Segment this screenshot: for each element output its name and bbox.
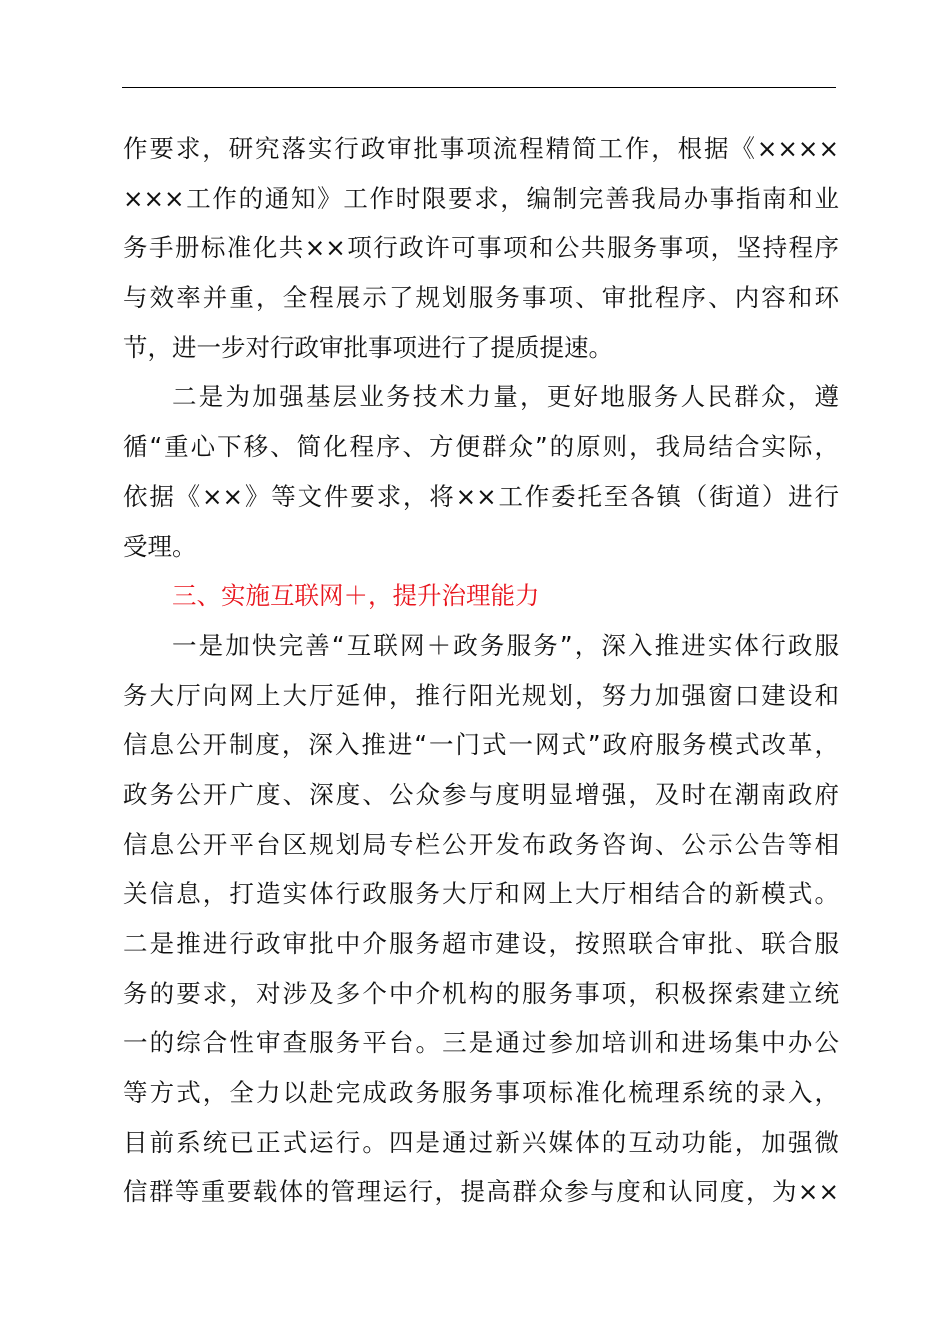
section-heading: 三、实施互联网＋，提升治理能力 [172,581,540,611]
paragraph-line: 作要求，研究落实行政审批事项流程精简工作，根据《×××× [123,134,839,163]
paragraph-line: ×××工作的通知》工作时限要求，编制完善我局办事指南和业 [123,183,839,213]
paragraph-line: 循“重心下移、简化程序、方便群众”的原则，我局结合实际， [123,432,839,462]
paragraph-line: 二是推进行政审批中介服务超市建设，按照联合审批、联合服 [123,929,839,958]
paragraph-line: 务手册标准化共××项行政许可事项和公共服务事项，坚持程序 [123,233,839,263]
paragraph-line: 务的要求，对涉及多个中介机构的服务事项，积极探索建立统 [123,978,839,1008]
paragraph-line: 等方式，全力以赴完成政务服务事项标准化梳理系统的录入， [123,1078,839,1108]
paragraph-line: 信息公开平台区规划局专栏公开发布政务咨询、公示公告等相 [123,829,839,859]
document-body [123,124,839,1217]
paragraph-line: 信群等重要载体的管理运行，提高群众参与度和认同度，为×× [123,1177,839,1207]
header-rule [122,87,836,88]
paragraph-line: 节，进一步对行政审批事项进行了提质提速。 [123,332,613,362]
paragraph-line: 关信息，打造实体行政服务大厅和网上大厅相结合的新模式。 [123,879,839,909]
paragraph-line: 信息公开制度，深入推进“一门式一网式”政府服务模式改革， [123,730,839,760]
paragraph-line: 一是加快完善“互联网＋政务服务”，深入推进实体行政服 [172,630,839,660]
paragraph-line: 二是为加强基层业务技术力量，更好地服务人民群众，遵 [172,382,839,412]
paragraph-line: 政务公开广度、深度、公众参与度明显增强，及时在潮南政府 [123,779,839,809]
paragraph-line: 受理。 [123,531,197,561]
paragraph-line: 务大厅向网上大厅延伸，推行阳光规划，努力加强窗口建设和 [123,680,839,710]
paragraph-line: 与效率并重，全程展示了规划服务事项、审批程序、内容和环 [123,283,839,313]
paragraph-line: 依据《××》等文件要求，将××工作委托至各镇（街道）进行 [123,481,839,511]
paragraph-line: 一的综合性审查服务平台。三是通过参加培训和进场集中办公 [123,1028,839,1058]
paragraph-line: 目前系统已正式运行。四是通过新兴媒体的互动功能，加强微 [123,1127,839,1157]
